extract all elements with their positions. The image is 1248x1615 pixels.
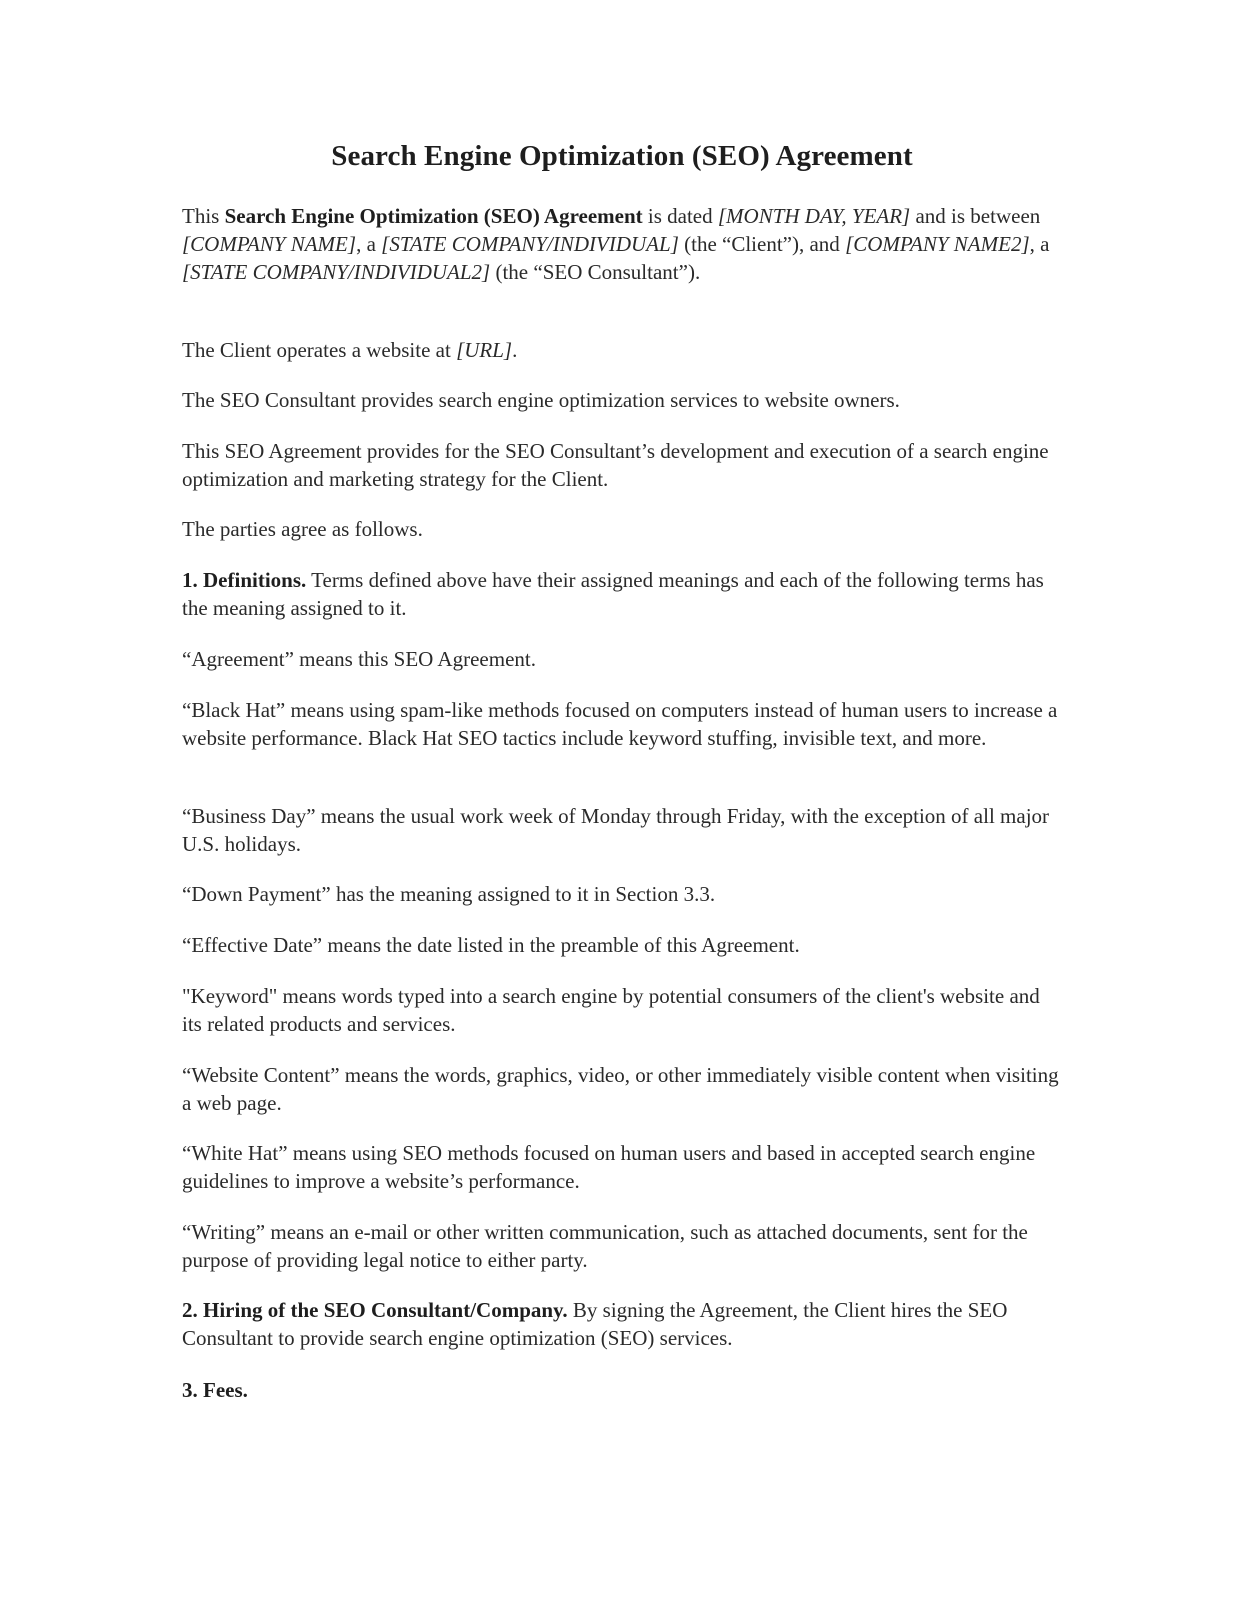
company-name-placeholder: [COMPANY NAME] [182,232,357,256]
provides-paragraph: The SEO Consultant provides search engine optimization services to website owners. [182,388,900,412]
definition-item: “Black Hat” means using spam-like methods focused on computers instead of human users to increase a website performance. Black Hat SEO tactics include keyword stuffing, invisible text, and more. [182,698,1058,750]
company-name2-placeholder: [COMPANY NAME2] [845,232,1030,256]
definition-item: “Effective Date” means the date listed in the preamble of this Agreement. [182,933,800,957]
definition-item: “Writing” means an e-mail or other written communication, such as attached documents, sent for the purpose of providing legal notice to either party. [182,1220,1028,1272]
section-2-heading: 2. Hiring of the SEO Consultant/Company. [182,1298,568,1322]
state-company-placeholder: [STATE COMPANY/INDIVIDUAL] [381,232,679,256]
state-company2-placeholder: [STATE COMPANY/INDIVIDUAL2] [182,260,491,284]
url-placeholder: [URL] [456,338,513,362]
agree-paragraph: The parties agree as follows. [182,517,423,541]
intro-text-1: This [182,204,225,228]
date-placeholder: [MONTH DAY, YEAR] [717,204,911,228]
section-1-heading: 1. Definitions. [182,568,307,592]
agreement-name: Search Engine Optimization (SEO) Agreement [224,204,643,228]
section-3-heading: 3. Fees. [182,1378,248,1402]
document-title: Search Engine Optimization (SEO) Agreement [331,140,913,172]
intro-paragraph [182,202,1062,286]
website-paragraph [182,336,1062,364]
intro-text-4: , a [356,232,382,256]
website-text-1: The Client operates a website at [182,338,457,362]
definition-item: “White Hat” means using SEO methods focused on human users and based in accepted search engine guidelines to improve a website’s performance. [182,1141,1036,1193]
section-2-text: By signing the Agreement, the Client hires the SEO Consultant to provide search engine optimization (SEO) services. [182,1298,1008,1350]
section-1-text: Terms defined above have their assigned meanings and each of the following terms has the meaning assigned to it. [182,568,1044,620]
intro-text-3: and is between [910,204,1041,228]
intro-text-7: (the “SEO Consultant”). [490,260,701,284]
intro-text-2: is dated [642,204,718,228]
definition-item: “Down Payment” has the meaning assigned to it in Section 3.3. [182,882,716,906]
intro-text-5: (the “Client”), and [678,232,846,256]
definition-item: "Keyword" means words typed into a search engine by potential consumers of the client's website and its related products and services. [182,984,1040,1036]
website-text-2: . [512,338,518,362]
section-1-paragraph [182,566,1062,622]
intro-text-6: , a [1029,232,1050,256]
purpose-paragraph: This SEO Agreement provides for the SEO Consultant’s development and execution of a search engine optimization and marketing strategy for the Client. [182,439,1049,491]
definition-item: “Website Content” means the words, graphics, video, or other immediately visible content when visiting a web page. [182,1063,1059,1115]
section-2-paragraph [182,1296,1062,1352]
definition-item: “Business Day” means the usual work week of Monday through Friday, with the exception of all major U.S. holidays. [182,804,1050,856]
definition-item: “Agreement” means this SEO Agreement. [182,647,536,671]
section-3-paragraph [182,1376,1062,1404]
